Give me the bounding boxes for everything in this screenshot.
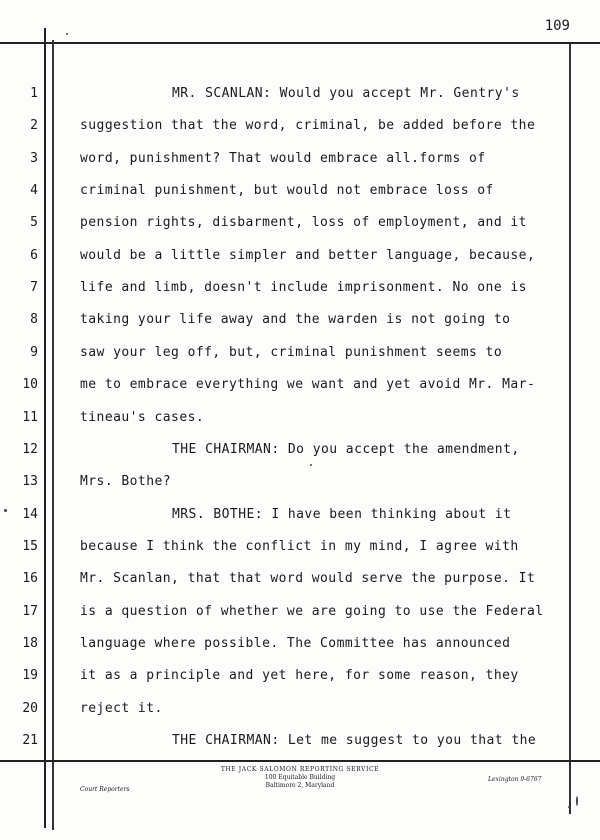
top-rule xyxy=(0,42,600,44)
line-number: 5 xyxy=(30,215,38,231)
left-margin-rule-outer xyxy=(44,28,46,828)
scan-speck xyxy=(66,33,68,35)
transcript-line: language where possible. The Committee has announced xyxy=(80,635,511,651)
transcript-line: THE CHAIRMAN: Do you accept the amendment, xyxy=(172,441,520,457)
footer-right-label: Lexington 9-6767 xyxy=(488,776,542,783)
footer-left-label: Court Reporters xyxy=(80,786,130,793)
line-number: 18 xyxy=(22,635,38,651)
line-number: 11 xyxy=(22,409,38,425)
transcript-line: would be a little simpler and better language, because, xyxy=(80,247,536,263)
line-number: 20 xyxy=(22,700,38,716)
line-number: 21 xyxy=(22,733,38,748)
transcript-line: reject it. xyxy=(80,700,163,716)
line-number: 2 xyxy=(30,118,38,134)
line-number: 8 xyxy=(30,312,38,328)
transcript-line: word, punishment? That would embrace all.forms of xyxy=(80,150,486,166)
transcript-line: THE CHAIRMAN: Let me suggest to you that the xyxy=(172,733,537,748)
footer-address-line-2: Baltimore 2, Maryland xyxy=(265,782,335,789)
transcript-line: because I think the conflict in my mind, I agree with xyxy=(80,538,519,554)
line-number: 1 xyxy=(30,86,38,101)
line-number: 13 xyxy=(22,474,38,490)
page-number: 109 xyxy=(544,18,570,34)
line-number: 3 xyxy=(30,150,38,166)
transcript-line: it as a principle and yet here, for some reason, they xyxy=(80,668,519,684)
scan-speck xyxy=(310,464,312,466)
transcript-line: criminal punishment, but would not embrace loss of xyxy=(80,183,494,199)
transcript-line: MR. SCANLAN: Would you accept Mr. Gentry's xyxy=(172,86,520,101)
line-number: 9 xyxy=(30,344,38,360)
right-margin-rule xyxy=(569,44,571,814)
footer-firm-name: THE JACK SALOMON REPORTING SERVICE xyxy=(220,766,380,773)
footer-address-line-1: 100 Equitable Building xyxy=(264,774,336,781)
transcript-line: taking your life away and the warden is not going to xyxy=(80,312,511,328)
transcript-line: tineau's cases. xyxy=(80,409,205,425)
transcript-line: is a question of whether we are going to use the Federal xyxy=(80,603,544,619)
line-number: 14 xyxy=(22,506,38,522)
transcript-line: saw your leg off, but, criminal punishment seems to xyxy=(80,344,503,360)
transcript-line: MRS. BOTHE: I have been thinking about it xyxy=(172,506,512,522)
footer-firm-block xyxy=(200,766,400,790)
transcript-line: Mr. Scanlan, that that word would serve the purpose. It xyxy=(80,571,536,587)
line-number: 10 xyxy=(22,377,38,393)
transcript-line: me to embrace everything we want and yet avoid Mr. Mar- xyxy=(80,377,536,393)
scan-speck xyxy=(576,796,578,806)
line-number: 19 xyxy=(22,668,38,684)
line-number: 6 xyxy=(30,247,38,263)
left-margin-rule-inner xyxy=(52,40,54,830)
line-number: 17 xyxy=(22,603,38,619)
scan-speck xyxy=(4,509,7,512)
line-number: 15 xyxy=(22,538,38,554)
line-number: 7 xyxy=(30,280,38,296)
transcript-line: life and limb, doesn't include imprisonment. No one is xyxy=(80,280,527,296)
line-number: 12 xyxy=(22,441,38,457)
scan-speck xyxy=(568,806,570,808)
line-number: 4 xyxy=(30,183,38,199)
transcript-line: pension rights, disbarment, loss of employment, and it xyxy=(80,215,527,231)
line-number: 16 xyxy=(22,571,38,587)
transcript-line: Mrs. Bothe? xyxy=(80,474,172,490)
transcript-line: suggestion that the word, criminal, be added before the xyxy=(80,118,536,134)
bottom-rule xyxy=(0,760,600,762)
